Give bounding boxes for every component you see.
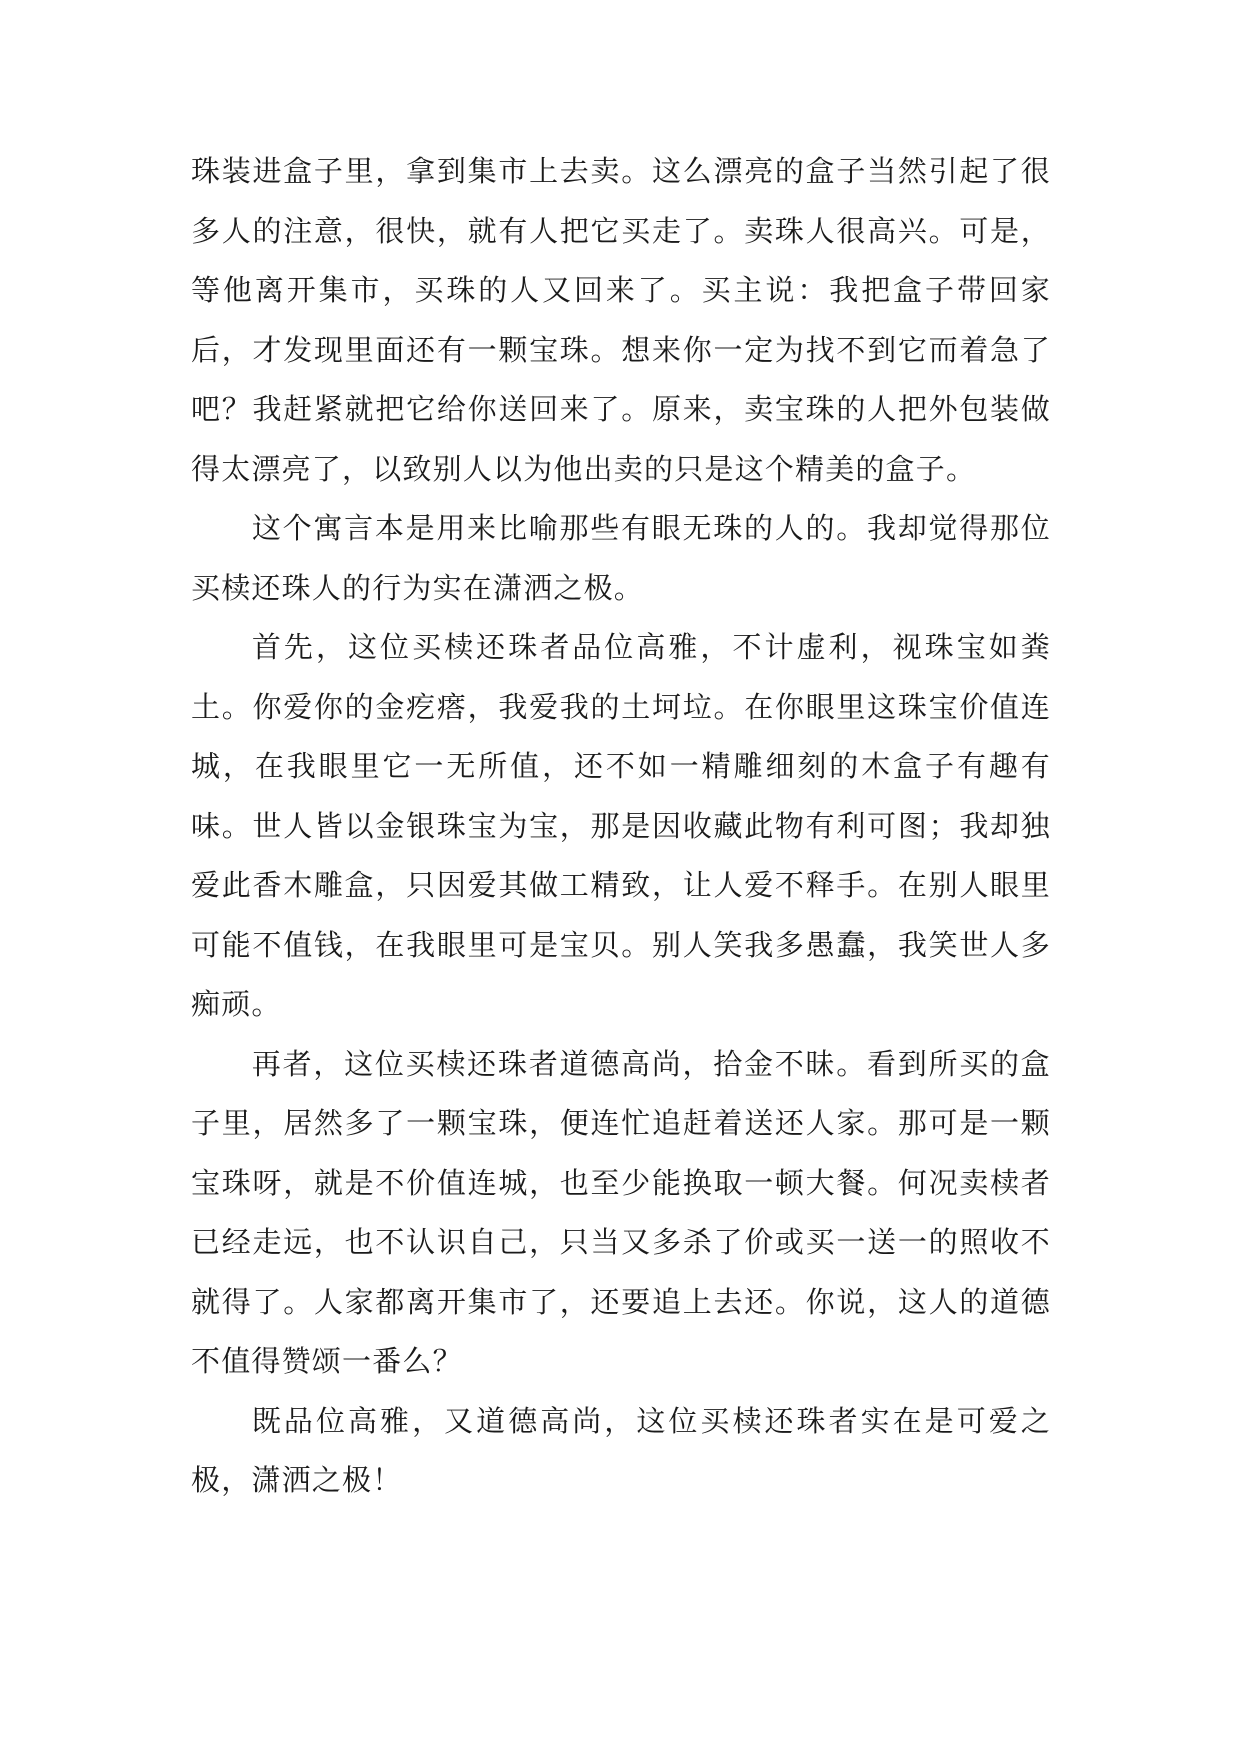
paragraph-5: 既品位高雅，又道德高尚，这位买椟还珠者实在是可爱之极，潇洒之极！ [191, 1403, 1051, 1497]
paragraph-1: 珠装进盒子里，拿到集市上去卖。这么漂亮的盒子当然引起了很多人的注意，很快，就有人把它买走了。卖珠人很高兴。可是，等他离开集市，买珠的人又回来了。买主说：我把盒子带回家后，才发现里面还有一颗宝珠。想来你一定为找不到它而着急了吧？我赶紧就把它给你送回来了。原来，卖宝珠的人把外包装做得太漂亮了，以致别人以为他出卖的只是这个精美的盒子。 [191, 154, 1051, 486]
paragraph-2: 这个寓言本是用来比喻那些有眼无珠的人的。我却觉得那位买椟还珠人的行为实在潇洒之极。 [191, 511, 1051, 605]
paragraph-3: 首先，这位买椟还珠者品位高雅，不计虚利，视珠宝如粪土。你爱你的金疙瘩，我爱我的土坷垃。在你眼里这珠宝价值连城，在我眼里它一无所值，还不如一精雕细刻的木盒子有趣有味。世人皆以金银珠宝为宝，那是因收藏此物有利可图；我却独爱此香木雕盒，只因爱其做工精致，让人爱不释手。在别人眼里可能不值钱，在我眼里可是宝贝。别人笑我多愚蠢，我笑世人多痴顽。 [191, 630, 1051, 1021]
document-page [191, 142, 1051, 1511]
paragraph-4: 再者，这位买椟还珠者道德高尚，拾金不昧。看到所买的盒子里，居然多了一颗宝珠，便连忙追赶着送还人家。那可是一颗宝珠呀，就是不价值连城，也至少能换取一顿大餐。何况卖椟者已经走远，也不认识自己，只当又多杀了价或买一送一的照收不就得了。人家都离开集市了，还要追上去还。你说，这人的道德不值得赞颂一番么？ [191, 1046, 1051, 1378]
